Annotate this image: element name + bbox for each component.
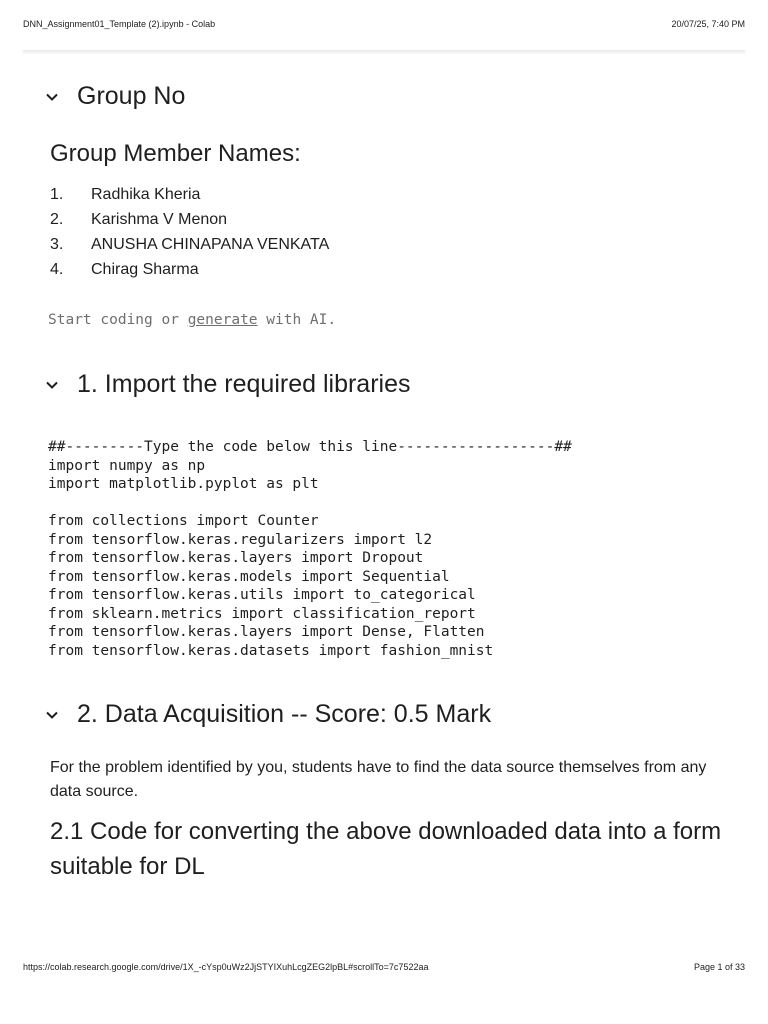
code-line: ##---------Type the code below this line------------------## [48, 439, 572, 455]
collapse-chevron-icon[interactable] [44, 707, 60, 723]
section-title: 1. Import the required libraries [77, 370, 411, 398]
list-number: 2. [50, 211, 64, 228]
members-heading: Group Member Names: [50, 140, 301, 167]
print-datetime: 20/07/25, 7:40 PM [671, 19, 745, 29]
collapse-chevron-icon[interactable] [44, 89, 60, 105]
section-heading-import [44, 370, 410, 399]
top-divider [23, 50, 745, 52]
subsection-heading: 2.1 Code for converting the above downloaded data into a form suitable for DL [50, 818, 722, 880]
list-number: 4. [50, 261, 64, 278]
code-cell[interactable] [48, 438, 572, 660]
code-line: import matplotlib.pyplot as plt [48, 476, 319, 492]
member-name: Karishma V Menon [91, 211, 228, 228]
list-number: 3. [50, 236, 64, 253]
page-url: https://colab.research.google.com/drive/1X_-cYsp0uWz2JjSTYIXuhLcgZEG2lpBL#scrollTo=7c7522aa [23, 962, 429, 972]
collapse-chevron-icon[interactable] [44, 377, 60, 393]
member-name: Chirag Sharma [91, 261, 199, 278]
empty-code-cell-placeholder[interactable] [48, 312, 336, 328]
page-number: Page 1 of 33 [693, 962, 745, 972]
code-line: from tensorflow.keras.utils import to_categorical [48, 587, 476, 603]
code-line: from tensorflow.keras.datasets import fashion_mnist [48, 642, 494, 659]
data-source-paragraph: For the problem identified by you, students have to find the data source themselves from any data source. [50, 759, 707, 800]
code-line: from sklearn.metrics import classification_report [48, 605, 476, 622]
section-heading-data-acquisition [44, 700, 491, 729]
code-line: from tensorflow.keras.models import Sequential [48, 568, 450, 585]
list-number: 1. [50, 186, 64, 203]
code-line: import numpy as np [48, 457, 206, 474]
code-line: from tensorflow.keras.layers import Dense, Flatten [48, 624, 485, 640]
print-footer [23, 962, 745, 976]
member-name: ANUSHA CHINAPANA VENKATA [91, 236, 330, 253]
placeholder-prefix: Start coding or [48, 312, 188, 328]
section-title: 2. Data Acquisition -- Score: 0.5 Mark [77, 700, 492, 728]
list-item [50, 209, 329, 234]
code-line [48, 494, 572, 513]
generate-link[interactable]: generate [187, 312, 258, 328]
print-header [23, 19, 745, 33]
code-line: from collections import Counter [48, 513, 319, 529]
document-title: DNN_Assignment01_Template (2).ipynb - Colab [23, 19, 216, 29]
list-item [50, 234, 329, 259]
member-name: Radhika Kheria [91, 186, 201, 203]
code-line: from tensorflow.keras.regularizers import l2 [48, 531, 433, 548]
placeholder-suffix: with AI. [257, 312, 337, 328]
section-heading-group-no [44, 82, 185, 111]
code-line: from tensorflow.keras.layers import Dropout [48, 550, 424, 566]
list-item [50, 259, 329, 284]
members-list [50, 184, 329, 284]
list-item [50, 184, 329, 209]
section-title: Group No [77, 82, 186, 110]
